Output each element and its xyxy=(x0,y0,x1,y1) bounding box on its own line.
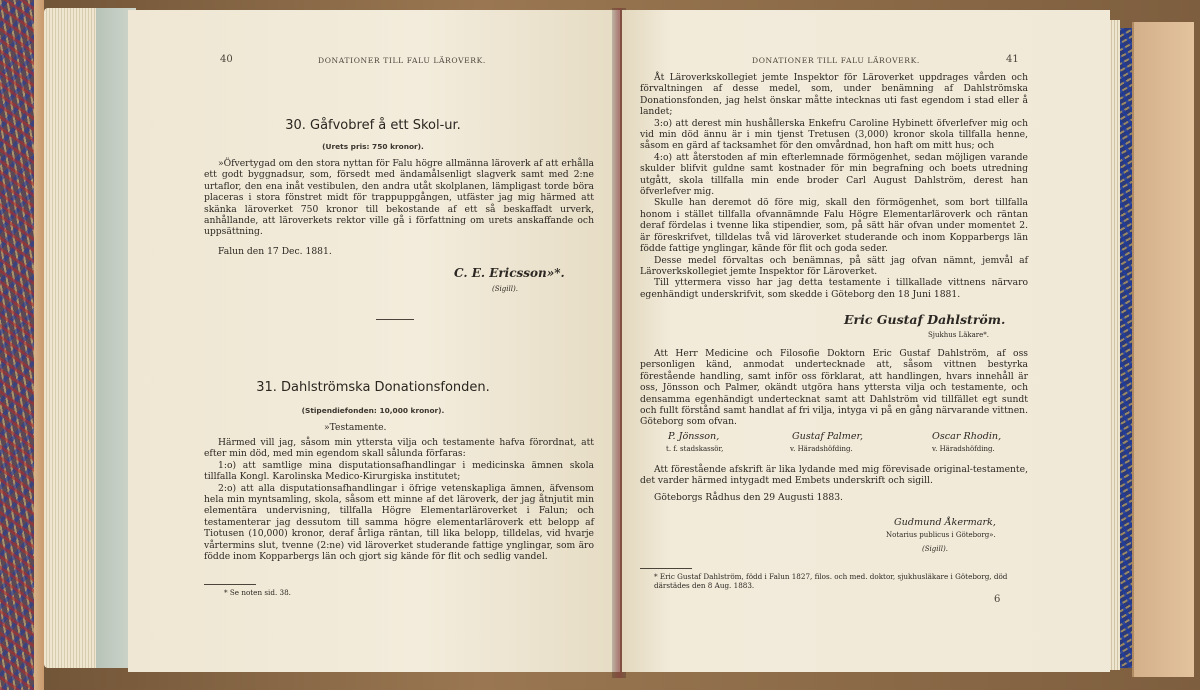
testament-p6: Till yttermera visso har jag detta testamente i tillkallade vittnens närvaro egenhändigt underskrifvit, som skedde i Göteborg den 18 Juni 1881. xyxy=(640,277,1028,300)
notary-name: Gudmund Åkermark, xyxy=(894,517,996,528)
testament-p1: Åt Läroverkskollegiet jemte Inspektor för Läroverket uppdrages vården och förvaltningen af desse medel, som, under benämning af Dahlströmska Donationsfonden, jag helst önskar måtte intecknas uti fast egendom i stad eller å landet; xyxy=(640,72,1028,118)
cover-board-right xyxy=(1132,22,1194,677)
page-stack-left xyxy=(44,8,136,668)
witness-1-title: t. f. stadskassör, xyxy=(666,445,724,453)
footnote-rule-left xyxy=(204,584,256,585)
section-31-intro: »Testamente. xyxy=(324,422,387,433)
page-number-left: 40 xyxy=(220,54,233,65)
right-page xyxy=(622,10,1110,672)
witness-attestation: Att Herr Medicine och Filosofie Doktorn Eric Gustaf Dahlström, af oss personligen känd, anmodat undertecknade att, såsom vittnen bestyrka förestående handling, samt inför oss förklarat, att handlingen, hvars innehåll är oss, Jönsson och Palmer, okändt utgöra hans yttersta vilja och testamente, och densamma egenhändigt undertecknat samt att Dahlström vid tillfället egt sundt och fullt förstånd samt handlat af fri vilja, intyga vi på en gång närvarande vittnen. Göteborg som ofvan. xyxy=(640,348,1028,428)
witness-3-title: v. Häradshöfding. xyxy=(932,445,995,453)
testator-signature: Eric Gustaf Dahlström. xyxy=(844,312,1006,327)
testament-p5: Desse medel förvaltas och benämnas, på sätt jag ofvan nämnt, jemvål af Läroverkskollegiet jemte Inspektor för Läroverket. xyxy=(640,254,1028,277)
witness-2-title: v. Häradshöfding. xyxy=(790,445,853,453)
section-30-title: 30. Gåfvobref å ett Skol-ur. xyxy=(285,118,461,133)
left-page xyxy=(128,10,620,672)
section-31-p2: 1:o) att samtlige mina disputationsafhandlingar i medicinska ämnen skola tillfalla Kongl. Karolinska Medico-Kirurgiska institutet; xyxy=(204,459,594,483)
section-31-body xyxy=(204,437,594,562)
notary-seal: (Sigill). xyxy=(922,545,948,553)
marbled-cover-left xyxy=(0,0,34,690)
testament-p2: 3:o) att derest min hushållerska Enkefru Caroline Hybinett öfverlefver mig och vid min död ännu är i min tjenst Tretusen (3,000) kronor skola tillfalla henne, såsom en gärd af tacksamhet för den omvårdnad, hon haft om mitt hus; och xyxy=(640,117,1028,152)
section-31-subtitle: (Stipendiefonden: 10,000 kronor). xyxy=(301,406,445,415)
signature-mark: 6 xyxy=(994,594,1001,605)
certification-date: Göteborgs Rådhus den 29 Augusti 1883. xyxy=(654,492,843,503)
testator-title: Sjukhus Läkare*. xyxy=(928,331,990,339)
section-31-title: 31. Dahlströmska Donationsfonden. xyxy=(256,380,490,395)
section-30-paragraph: »Öfvertygad om den stora nyttan för Falu högre allmänna läroverk af att erhålla ett godt byggnadsur, som, försedt med ändamålsenligt slagverk samt med 2:ne urtaflor, den ena inåt vestibulen, den andra utåt skolplanen, lämpligast torde böra placeras i stora fönstret midt för trappuppgången, utfäster jag mig härmed att skänka läroverket 750 kronor till bekostande af ett så beskaffadt urverk, anhållande, att läroverkets rektor ville gå i författning om urets anskaffande och uppsättning. xyxy=(204,158,594,238)
footnote-left: * Se noten sid. 38. xyxy=(224,588,291,597)
notary-title: Notarius publicus i Göteborg». xyxy=(886,531,996,539)
section-30-date: Falun den 17 Dec. 1881. xyxy=(218,246,332,257)
section-30-subtitle: (Urets pris: 750 kronor). xyxy=(322,142,424,151)
section-31-p1: Härmed vill jag, såsom min yttersta vilja och testamente hafva förordnat, att efter min död, med min egendom skall sålunda förfaras: xyxy=(204,437,594,460)
certification-paragraph: Att förestående afskrift är lika lydande med mig förevisade original-testamente, det varder härmed intygadt med Embets underskrift och sigill. xyxy=(640,464,1028,487)
witness-1-name: P. Jönsson, xyxy=(668,431,720,442)
marbled-cover-right xyxy=(1120,28,1132,668)
testament-p3: 4:o) att återstoden af min efterlemnade förmögenhet, sedan möjligen varande skulder blifvit guldne samt kostnader för min begrafning och boets utredning utgått, skola tillfalla min ende broder Carl August Dahlström, derest han öfverlefver mig. xyxy=(640,151,1028,198)
section-30-signature: C. E. Ericsson»*. xyxy=(454,266,565,280)
testament-p4: Skulle han deremot dö före mig, skall den förmögenhet, som bort tillfalla honom i stället tillfalla ofvannämnde Falu Högre Elementarläroverk och räntan deraf fördelas i tvenne lika stipendier, som, på sätt här ofvan under momentet 2. är föreskrifvet, tilldelas två vid läroverket studerande och inom Kopparbergs län födde fattige ynglingar, kände för flit och goda seder. xyxy=(640,197,1028,255)
section-31-p3: 2:o) att alla disputationsafhandlingar i öfrige vetenskapliga ämnen, äfvensom hela min myntsamling, skola, såsom ett minne af det läroverk, der jag åtnjutit min elementära undervisning, tillfalla Högre Elementarläroverket i Falun; och testamenterar jag dessutom till samma högre elementarläroverk ett belopp af Tiotusen (10,000) kronor, deraf årliga räntan, till lika belopp, tilldelas, vid hvarje vårtermins slut, tvenne (2:ne) vid läroverket studerande fattige ynglingar, som äro födde inom Kopparbergs län och gjort sig kände för flit och sedlig vandel. xyxy=(204,482,594,563)
section-divider xyxy=(376,319,414,320)
cover-edge-left xyxy=(34,0,44,690)
section-30-seal: (Sigill). xyxy=(492,285,518,293)
footnote-rule-right xyxy=(640,568,692,569)
footnote-right: * Eric Gustaf Dahlström, född i Falun 1827, filos. och med. doktor, sjukhusläkare i Göteborg, död därstädes den 8 Aug. 1883. xyxy=(654,572,1008,590)
running-head-left: DONATIONER TILL FALU LÄROVERK. xyxy=(318,56,486,65)
testament-body xyxy=(640,72,1028,300)
running-head-right: DONATIONER TILL FALU LÄROVERK. xyxy=(752,56,920,65)
witness-2-name: Gustaf Palmer, xyxy=(792,431,864,442)
page-number-right: 41 xyxy=(1006,54,1019,65)
witness-3-name: Oscar Rhodin, xyxy=(932,431,1002,442)
